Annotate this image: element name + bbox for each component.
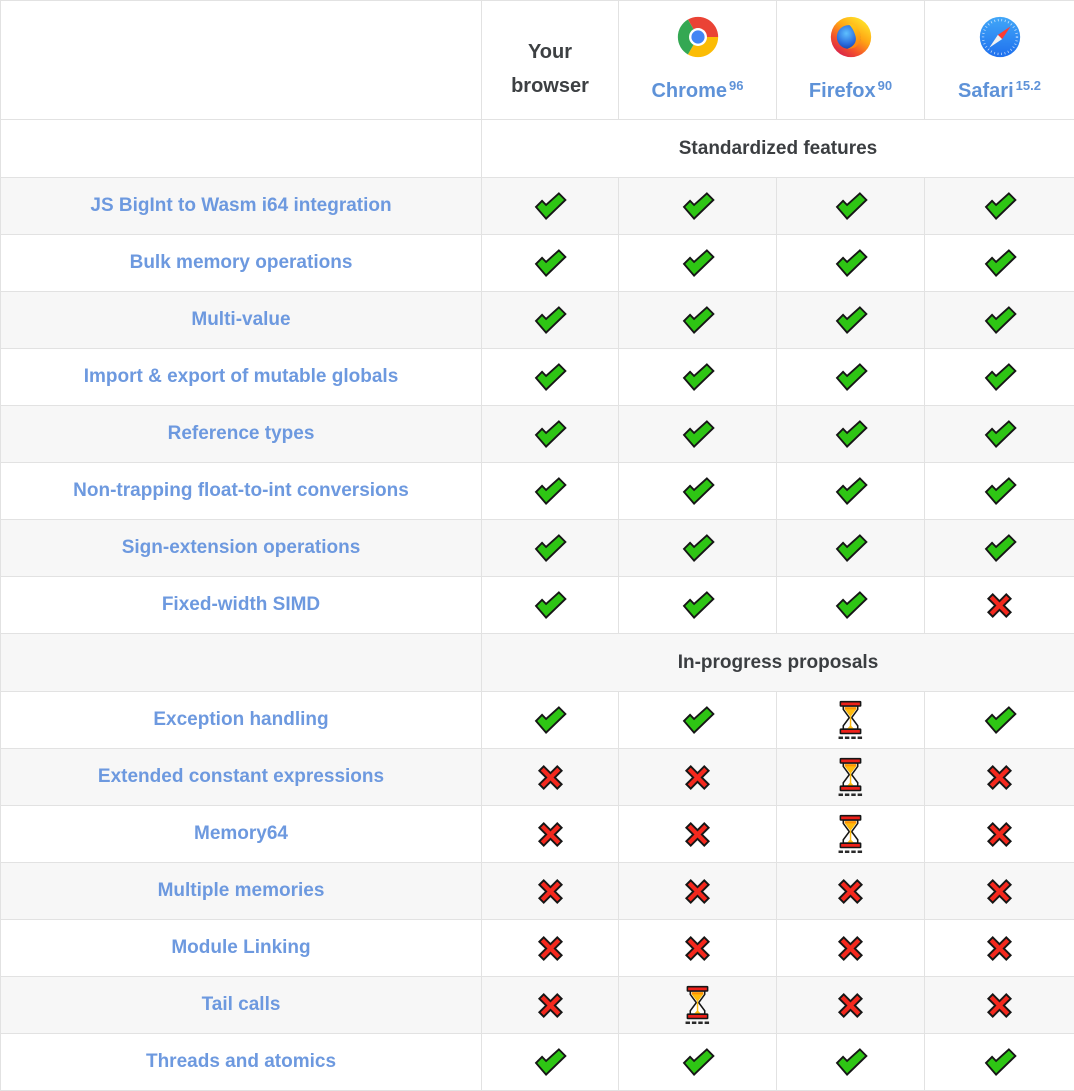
- feature-row: [1, 292, 1074, 349]
- check-icon: [681, 477, 715, 505]
- check-icon: [681, 306, 715, 334]
- section-row-spacer: [1, 634, 482, 692]
- feature-row: [1, 178, 1074, 235]
- browser-name: Safari: [958, 80, 1014, 102]
- browser-name: Chrome: [651, 80, 728, 102]
- feature-link[interactable]: Exception handling: [153, 709, 329, 730]
- feature-link[interactable]: Module Linking: [171, 937, 311, 958]
- check-icon: [834, 192, 868, 220]
- browser-version: 90: [877, 78, 893, 93]
- browser-version: 96: [729, 78, 744, 93]
- browser-name-label: [958, 80, 1041, 103]
- cross-icon: [984, 819, 1015, 850]
- check-icon: [533, 477, 567, 505]
- hourglass-icon: [837, 700, 864, 741]
- hourglass-icon: [837, 757, 864, 798]
- section-title: Standardized features: [482, 120, 1074, 178]
- cross-icon: [835, 990, 866, 1021]
- check-icon: [834, 249, 868, 277]
- check-icon: [834, 477, 868, 505]
- feature-link[interactable]: Memory64: [194, 823, 288, 844]
- feature-column-header: [1, 1, 482, 120]
- section-header-row: [1, 120, 1074, 178]
- feature-row: [1, 406, 1074, 463]
- check-icon: [834, 534, 868, 562]
- feature-link[interactable]: JS BigInt to Wasm i64 integration: [90, 195, 392, 216]
- feature-link[interactable]: Import & export of mutable globals: [83, 366, 399, 387]
- cross-icon: [535, 876, 566, 907]
- feature-row: [1, 920, 1074, 977]
- feature-row: [1, 577, 1074, 634]
- feature-row: [1, 863, 1074, 920]
- cross-icon: [682, 762, 713, 793]
- check-icon: [533, 706, 567, 734]
- feature-link[interactable]: Tail calls: [201, 994, 281, 1015]
- check-icon: [681, 249, 715, 277]
- feature-row: [1, 1034, 1074, 1091]
- feature-row: [1, 692, 1074, 749]
- browser-version: 15.2: [1015, 78, 1041, 93]
- check-icon: [533, 249, 567, 277]
- cross-icon: [835, 876, 866, 907]
- check-icon: [681, 591, 715, 619]
- cross-icon: [535, 819, 566, 850]
- feature-link[interactable]: Non-trapping float-to-int conversions: [73, 480, 409, 501]
- cross-icon: [535, 933, 566, 964]
- check-icon: [533, 306, 567, 334]
- your-browser-column-header: [482, 1, 619, 120]
- check-icon: [533, 363, 567, 391]
- check-icon: [983, 706, 1017, 734]
- check-icon: [533, 534, 567, 562]
- feature-row: [1, 463, 1074, 520]
- cross-icon: [835, 933, 866, 964]
- feature-row: [1, 349, 1074, 406]
- check-icon: [533, 420, 567, 448]
- check-icon: [834, 363, 868, 391]
- cross-icon: [984, 876, 1015, 907]
- chrome-logo: [676, 15, 720, 59]
- check-icon: [681, 363, 715, 391]
- chrome-column-header: [619, 1, 777, 120]
- check-icon: [681, 192, 715, 220]
- check-icon: [681, 706, 715, 734]
- check-icon: [834, 1048, 868, 1076]
- cross-icon: [535, 990, 566, 1021]
- check-icon: [533, 1048, 567, 1076]
- check-icon: [533, 591, 567, 619]
- section-header-row: [1, 634, 1074, 692]
- check-icon: [834, 591, 868, 619]
- browser-header-row: [1, 1, 1074, 120]
- feature-link[interactable]: Multi-value: [191, 309, 291, 330]
- check-icon: [983, 420, 1017, 448]
- feature-row: [1, 977, 1074, 1034]
- feature-link[interactable]: Sign-extension operations: [121, 537, 361, 558]
- check-icon: [983, 534, 1017, 562]
- cross-icon: [682, 819, 713, 850]
- feature-row: [1, 520, 1074, 577]
- cross-icon: [535, 762, 566, 793]
- cross-icon: [682, 876, 713, 907]
- feature-link[interactable]: Multiple memories: [157, 880, 325, 901]
- check-icon: [983, 477, 1017, 505]
- browser-name-label: [809, 80, 892, 103]
- cross-icon: [682, 933, 713, 964]
- check-icon: [834, 306, 868, 334]
- check-icon: [681, 534, 715, 562]
- cross-icon: [984, 990, 1015, 1021]
- check-icon: [983, 192, 1017, 220]
- firefox-column-header: [777, 1, 925, 120]
- feature-row: [1, 749, 1074, 806]
- cross-icon: [984, 762, 1015, 793]
- browser-name: Firefox: [808, 80, 876, 102]
- safari-logo: [978, 15, 1022, 59]
- feature-link[interactable]: Threads and atomics: [145, 1051, 337, 1072]
- table-body: [1, 120, 1074, 1091]
- check-icon: [983, 306, 1017, 334]
- hourglass-icon: [684, 985, 711, 1026]
- feature-row: [1, 806, 1074, 863]
- browser-name-label: [651, 80, 743, 103]
- section-row-spacer: [1, 120, 482, 178]
- cross-icon: [984, 933, 1015, 964]
- check-icon: [533, 192, 567, 220]
- check-icon: [983, 1048, 1017, 1076]
- feature-row: [1, 235, 1074, 292]
- feature-link[interactable]: Bulk memory operations: [129, 252, 353, 273]
- check-icon: [681, 420, 715, 448]
- check-icon: [983, 249, 1017, 277]
- safari-column-header: [925, 1, 1074, 120]
- feature-link[interactable]: Fixed-width SIMD: [161, 594, 321, 615]
- your-browser-label: Your browser: [511, 41, 589, 97]
- check-icon: [681, 1048, 715, 1076]
- section-title: In-progress proposals: [482, 634, 1074, 692]
- cross-icon: [984, 590, 1015, 621]
- check-icon: [983, 363, 1017, 391]
- feature-link[interactable]: Extended constant expressions: [97, 766, 385, 787]
- check-icon: [834, 420, 868, 448]
- hourglass-icon: [837, 814, 864, 855]
- firefox-logo: [829, 15, 873, 59]
- feature-link[interactable]: Reference types: [167, 423, 315, 444]
